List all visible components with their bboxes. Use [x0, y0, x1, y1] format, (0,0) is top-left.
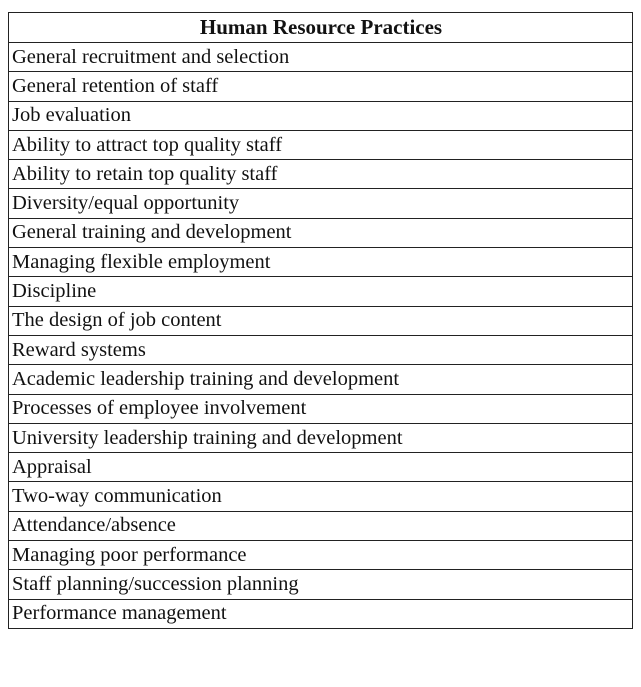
table-row	[9, 72, 633, 101]
table-row	[9, 277, 633, 306]
table-header-row	[9, 13, 633, 43]
table-cell: Processes of employee involvement	[9, 394, 633, 423]
table-body	[9, 43, 633, 629]
table-cell: Managing poor performance	[9, 541, 633, 570]
table-cell: Discipline	[9, 277, 633, 306]
table-row	[9, 599, 633, 628]
table-cell: The design of job content	[9, 306, 633, 335]
table-cell: Two-way communication	[9, 482, 633, 511]
table-row	[9, 130, 633, 159]
table-row	[9, 453, 633, 482]
table-row	[9, 248, 633, 277]
hr-practices-table	[8, 12, 633, 629]
table-cell: Appraisal	[9, 453, 633, 482]
table-row	[9, 160, 633, 189]
table-cell: University leadership training and development	[9, 423, 633, 452]
table-row	[9, 394, 633, 423]
table-row	[9, 365, 633, 394]
table-cell: General recruitment and selection	[9, 43, 633, 72]
table-row	[9, 335, 633, 364]
table-cell: Ability to attract top quality staff	[9, 130, 633, 159]
table-row	[9, 423, 633, 452]
table-cell: Performance management	[9, 599, 633, 628]
table-row	[9, 306, 633, 335]
table-row	[9, 482, 633, 511]
table-cell: Staff planning/succession planning	[9, 570, 633, 599]
table-row	[9, 43, 633, 72]
column-header: Human Resource Practices	[9, 13, 633, 43]
table-cell: Academic leadership training and development	[9, 365, 633, 394]
table-cell: Diversity/equal opportunity	[9, 189, 633, 218]
table-row	[9, 570, 633, 599]
table-row	[9, 101, 633, 130]
table-row	[9, 189, 633, 218]
table-cell: Attendance/absence	[9, 511, 633, 540]
table-row	[9, 511, 633, 540]
table-row	[9, 218, 633, 247]
table-cell: General training and development	[9, 218, 633, 247]
table-cell: Reward systems	[9, 335, 633, 364]
table-cell: Managing flexible employment	[9, 248, 633, 277]
table-row	[9, 541, 633, 570]
hr-practices-table-container	[8, 12, 633, 629]
table-cell: Ability to retain top quality staff	[9, 160, 633, 189]
table-cell: Job evaluation	[9, 101, 633, 130]
table-cell: General retention of staff	[9, 72, 633, 101]
